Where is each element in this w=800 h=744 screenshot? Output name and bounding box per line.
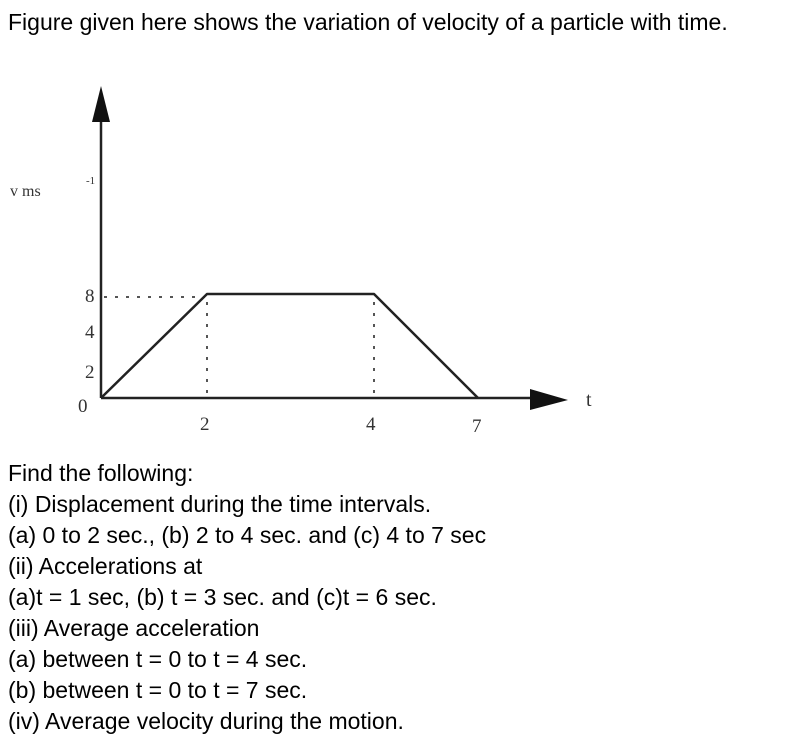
guide-lines: [104, 297, 374, 396]
y-axis-arrow-icon: [92, 86, 110, 122]
question-line: (b) between t = 0 to t = 7 sec.: [8, 677, 308, 703]
y-tick-8: 8: [85, 286, 95, 307]
question-line: (iv) Average velocity during the motion.: [8, 708, 404, 734]
y-tick-0: 0: [78, 396, 88, 417]
y-axis-label: v ms: [10, 183, 41, 200]
y-tick-2: 2: [85, 362, 95, 383]
x-axis: [101, 389, 568, 410]
x-tick-4: 4: [366, 414, 376, 435]
questions-heading: Find the following:: [8, 460, 194, 486]
x-axis-arrow-icon: [530, 389, 568, 410]
y-axis-label-superscript: -1: [86, 175, 96, 187]
problem-intro: Figure given here shows the variation of velocity of a particle with time.: [8, 9, 728, 35]
x-tick-7: 7: [472, 416, 482, 437]
question-line: (a) 0 to 2 sec., (b) 2 to 4 sec. and (c) 4 to 7 sec: [8, 522, 487, 548]
x-axis-label: t: [586, 389, 592, 411]
question-line: (a)t = 1 sec, (b) t = 3 sec. and (c)t = 6 sec.: [8, 584, 437, 610]
question-line: (iii) Average acceleration: [8, 615, 260, 641]
question-list: [8, 458, 788, 737]
question-line: (ii) Accelerations at: [8, 553, 203, 579]
question-line: (i) Displacement during the time intervals.: [8, 491, 432, 517]
velocity-time-graph: [0, 80, 620, 445]
y-axis: [92, 86, 110, 398]
x-tick-2: 2: [200, 414, 210, 435]
velocity-curve: [101, 294, 478, 398]
question-line: (a) between t = 0 to t = 4 sec.: [8, 646, 308, 672]
y-tick-4: 4: [85, 322, 95, 343]
